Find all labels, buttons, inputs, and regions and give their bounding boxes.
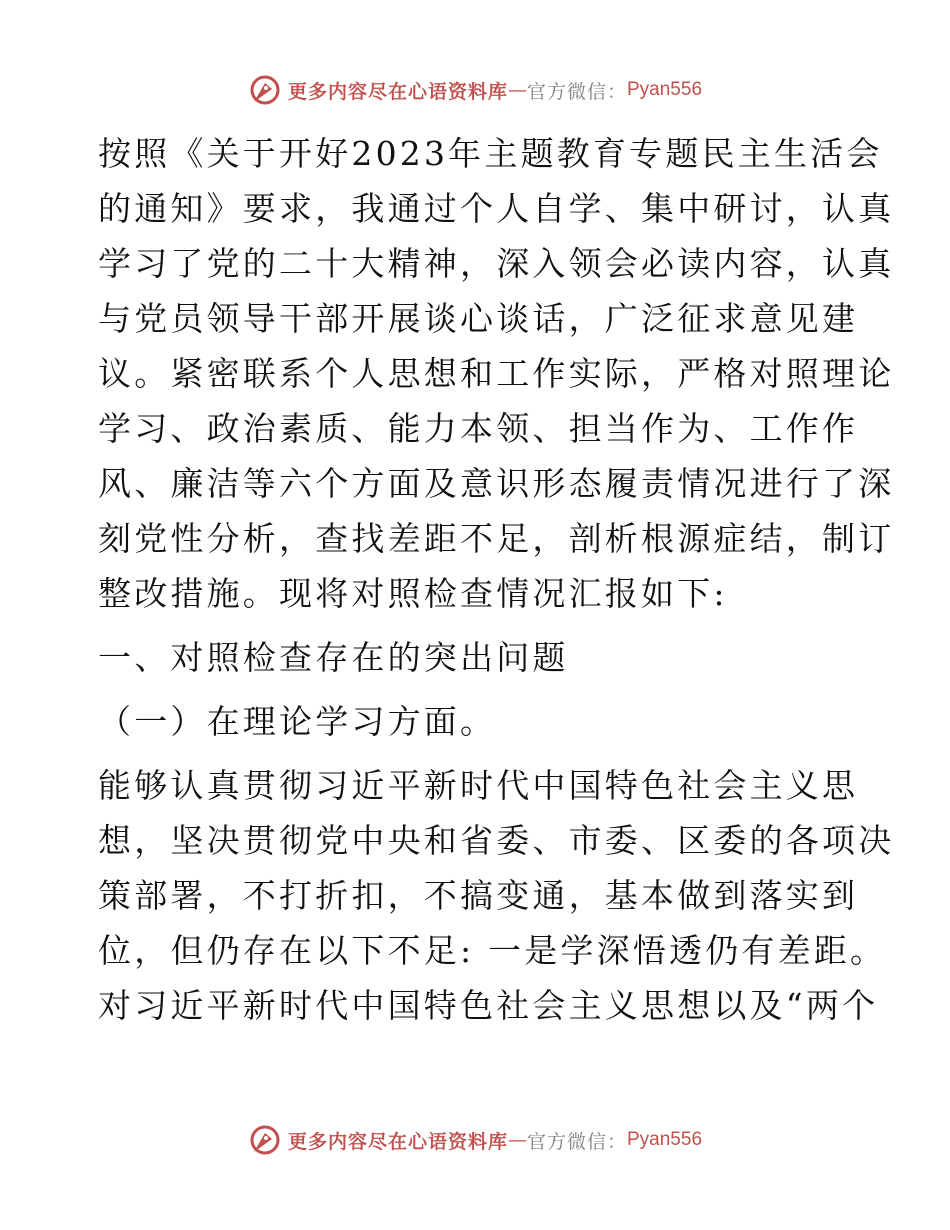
text-line: 议。紧密联系个人思想和工作实际，严格对照理论	[98, 354, 895, 393]
intro-paragraph	[98, 126, 895, 621]
watermark-wechat-id: Pyan556	[627, 79, 703, 100]
heading-line: （一）在理论学习方面。	[98, 702, 497, 741]
watermark-dash: —	[507, 79, 527, 101]
header-watermark	[0, 70, 950, 110]
text-line: 风、廉洁等六个方面及意识形态履责情况进行了深	[98, 464, 895, 503]
watermark-label: 官方微信：	[526, 1130, 627, 1153]
text-line: 策部署，不打折扣，不搞变通，基本做到落实到	[98, 876, 859, 915]
text-line: 学习、政治素质、能力本领、担当作为、工作作	[98, 409, 859, 448]
text-line: 的通知》要求，我通过个人自学、集中研讨，认真	[98, 189, 895, 228]
document-body	[98, 126, 895, 1033]
pen-nib-circle-icon	[248, 73, 282, 107]
watermark-brand: 更多内容尽在心语资料库	[287, 80, 508, 103]
watermark-wechat-id: Pyan556	[627, 1129, 703, 1150]
footer-watermark	[0, 1120, 950, 1160]
watermark-dash: —	[507, 1129, 527, 1151]
text-line: 能够认真贯彻习近平新时代中国特色社会主义思	[98, 766, 859, 805]
heading-line: 一、对照检查存在的突出问题	[98, 638, 569, 677]
body-paragraph	[98, 758, 895, 1033]
pen-nib-circle-icon	[248, 1123, 282, 1157]
text-line: 按照《关于开好2023年主题教育专题民主生活会	[98, 134, 883, 173]
subsection-heading	[98, 694, 858, 749]
section-heading	[98, 630, 858, 685]
watermark-brand: 更多内容尽在心语资料库	[287, 1130, 508, 1153]
text-line: 刻党性分析，查找差距不足，剖析根源症结，制订	[98, 519, 895, 558]
text-line: 学习了党的二十大精神，深入领会必读内容，认真	[98, 244, 895, 283]
text-line: 与党员领导干部开展谈心谈话，广泛征求意见建	[98, 299, 859, 338]
text-line: 对习近平新时代中国特色社会主义思想以及“两个	[98, 986, 879, 1025]
watermark-label: 官方微信：	[526, 80, 627, 103]
text-line: 位，但仍存在以下不足: 一是学深悟透仍有差距。	[98, 931, 887, 970]
text-line: 整改措施。现将对照检查情况汇报如下:	[98, 574, 728, 613]
text-line: 想，坚决贯彻党中央和省委、市委、区委的各项决	[98, 821, 895, 860]
